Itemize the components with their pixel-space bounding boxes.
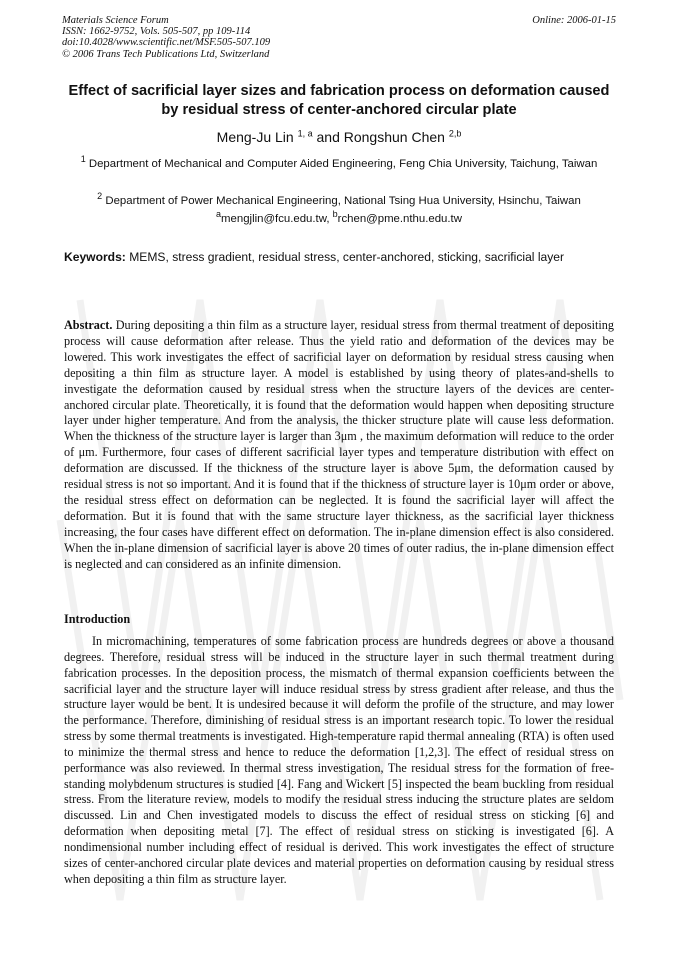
abstract-label: Abstract. bbox=[64, 318, 113, 332]
keywords bbox=[64, 249, 613, 265]
paper-title: Effect of sacrificial layer sizes and fabrication process on deformation caused by residual stress of center-anchored circular plate bbox=[68, 83, 610, 118]
affiliation-1 bbox=[64, 156, 614, 172]
introduction-paragraph: In micromachining, temperatures of some fabrication process are hundreds degrees or above a thousand degrees. Therefore, residual stress will be induced in the structure layer in such thermal treatment during fabrication processes. In the deposition process, the mismatch of thermal expansion coefficients between the sacrificial layer and the structure layer will induce residual stress by stress gradient after release, and thus the structure layer would be bent. It is undesired because it will deform the profile of the structure, and may lower the performance. Therefore, diminishing of residual stress is an important research topic. To lower the residual stress by some thermal treatments is investigated. High-temperature rapid thermal annealing (RTA) is often used to minimize the thermal stress and hence to reduce the deformation [1,2,3]. The effect of residual stress on performance was also reviewed. In thermal stress investigation, The residual stress for the formation of free-standing molybdenum structures is studied [4]. Fang and Wickert [5] inspected the beam buckling from residual stress. From the literature review, models to modify the residual stress inducing the structure plates are seldom discussed. Lin and Chen investigated models to discuss the effect of residual stress on sticking [6] and deformation when depositing metal [7]. The effect of residual stress on sticking is investigated [6]. A nondimensional number including effect of residual is derived. This work investigates the effect of structure sizes of center-anchored circular plate devices and material properties on deformation causing by residual stress when depositing a thin film as structure layer. bbox=[64, 634, 614, 886]
affiliation-number: 1 bbox=[80, 154, 86, 165]
copyright-line: © 2006 Trans Tech Publications Ltd, Switzerland bbox=[62, 48, 270, 60]
email-line bbox=[60, 209, 618, 225]
author-name: Meng-Ju Lin bbox=[216, 129, 294, 145]
email-superscript: b bbox=[332, 209, 338, 220]
abstract-text: During depositing a thin film as a structure layer, residual stress from thermal treatment of depositing process will cause deformation after release. Thus the yield ratio and deformation of the devices may be lowered. This work investigates the effect of sacrificial layer on deformation by residual stress causing when depositing a thin film as structure layer. A model is established by using theory of plates-and-shells to investigate the deformation caused by residual stress when the structure layers of the devices are center-anchored circular plate. Theoretically, it is found that the deformation would happen when depositing structure layer under higher temperature. And from the analysis, the thicker structure plate will cause less deformation. When the thickness of the structure layer is larger than 3μm , the maximum deformation will reduce to the order of μm. Furthermore, four cases of different sacrificial layer types and temperature distribution with effect on deformation are discussed. If the thickness of the structure layer is above 5μm, the deformation caused by residual stress is not so important. And it is found that if the thickness of structure layer is 10μm order or above, the residual stress effect on deformation can be neglected. It is found the sacrificial layer will affect the deformation. But it is found that with the same structure layer thickness, as the sacrificial layer thickness increasing, the four cases have different effect on deformation. The in-plane dimension effect is also considered. When the in-plane dimension of sacrificial layer is above 20 times of outer radius, the in-plane dimension effect is neglected and can considered as an infinite dimension. bbox=[64, 318, 614, 571]
author-conjunction: and bbox=[312, 129, 344, 145]
affiliation-text: Department of Mechanical and Computer Aided Engineering, Feng Chia University, Taichung, Taiwan bbox=[88, 158, 598, 170]
affiliation-text: Department of Power Mechanical Engineering, National Tsing Hua University, Hsinchu, Taiwan bbox=[105, 195, 581, 207]
author-superscript: 2,b bbox=[448, 128, 462, 139]
online-date: Online: 2006-01-15 bbox=[532, 15, 616, 26]
doi-line: doi:10.4028/www.scientific.net/MSF.505-507.109 bbox=[62, 37, 271, 49]
email-superscript: a bbox=[216, 209, 222, 220]
issn-line: ISSN: 1662-9752, Vols. 505-507, pp 109-114 bbox=[62, 26, 251, 38]
author-line bbox=[60, 129, 618, 145]
affiliation-number: 2 bbox=[97, 191, 103, 202]
introduction-heading: Introduction bbox=[64, 612, 131, 626]
email-address: mengjlin@fcu.edu.tw, bbox=[221, 213, 333, 225]
author-superscript: 1, a bbox=[297, 128, 313, 139]
abstract bbox=[64, 318, 614, 573]
journal-header bbox=[62, 15, 616, 60]
author-name: Rongshun Chen bbox=[343, 129, 445, 145]
keywords-label: Keywords: bbox=[64, 250, 126, 264]
affiliation-2 bbox=[64, 193, 614, 209]
journal-name: Materials Science Forum bbox=[62, 15, 169, 26]
email-address: rchen@pme.nthu.edu.tw bbox=[337, 213, 462, 225]
keywords-text: MEMS, stress gradient, residual stress, center-anchored, sticking, sacrificial layer bbox=[125, 250, 565, 264]
